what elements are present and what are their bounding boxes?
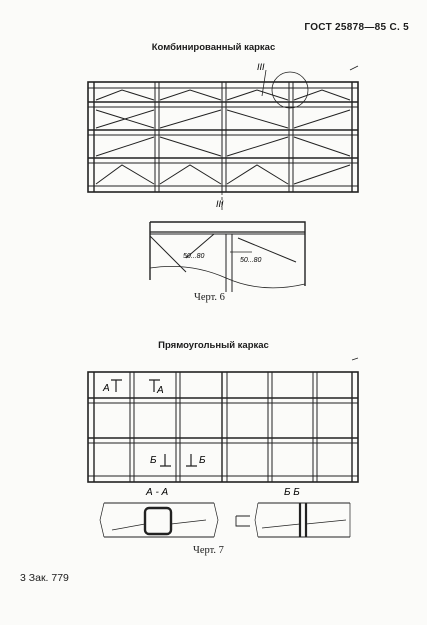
order-footer: 3 Зак. 779 xyxy=(20,572,69,584)
figure7-title: Прямоугольный каркас xyxy=(158,340,269,351)
figure6-caption: Черт. 6 xyxy=(194,292,225,303)
figure7-caption: Черт. 7 xyxy=(193,545,224,556)
dim-right: 50...80 xyxy=(240,257,262,264)
dim-left: 50...80 xyxy=(183,253,205,260)
truss-frame xyxy=(88,66,358,210)
section-aa-label: А - А xyxy=(146,487,169,498)
section-aa xyxy=(100,503,218,537)
mark-b-left: Б xyxy=(150,455,157,466)
section-mark-bottom: III xyxy=(216,199,224,209)
detail-three xyxy=(150,222,305,292)
mark-a-right: А xyxy=(157,385,164,396)
section-bb-label: Б Б xyxy=(284,487,300,498)
figure6-title: Комбинированный каркас xyxy=(151,42,276,53)
section-mark-top: III xyxy=(257,62,265,72)
mark-a-left: А xyxy=(103,383,110,394)
mark-b-right: Б xyxy=(199,455,206,466)
rect-frame xyxy=(88,358,358,482)
standard-header: ГОСТ 25878—85 С. 5 xyxy=(304,22,409,33)
section-bb xyxy=(236,503,350,537)
